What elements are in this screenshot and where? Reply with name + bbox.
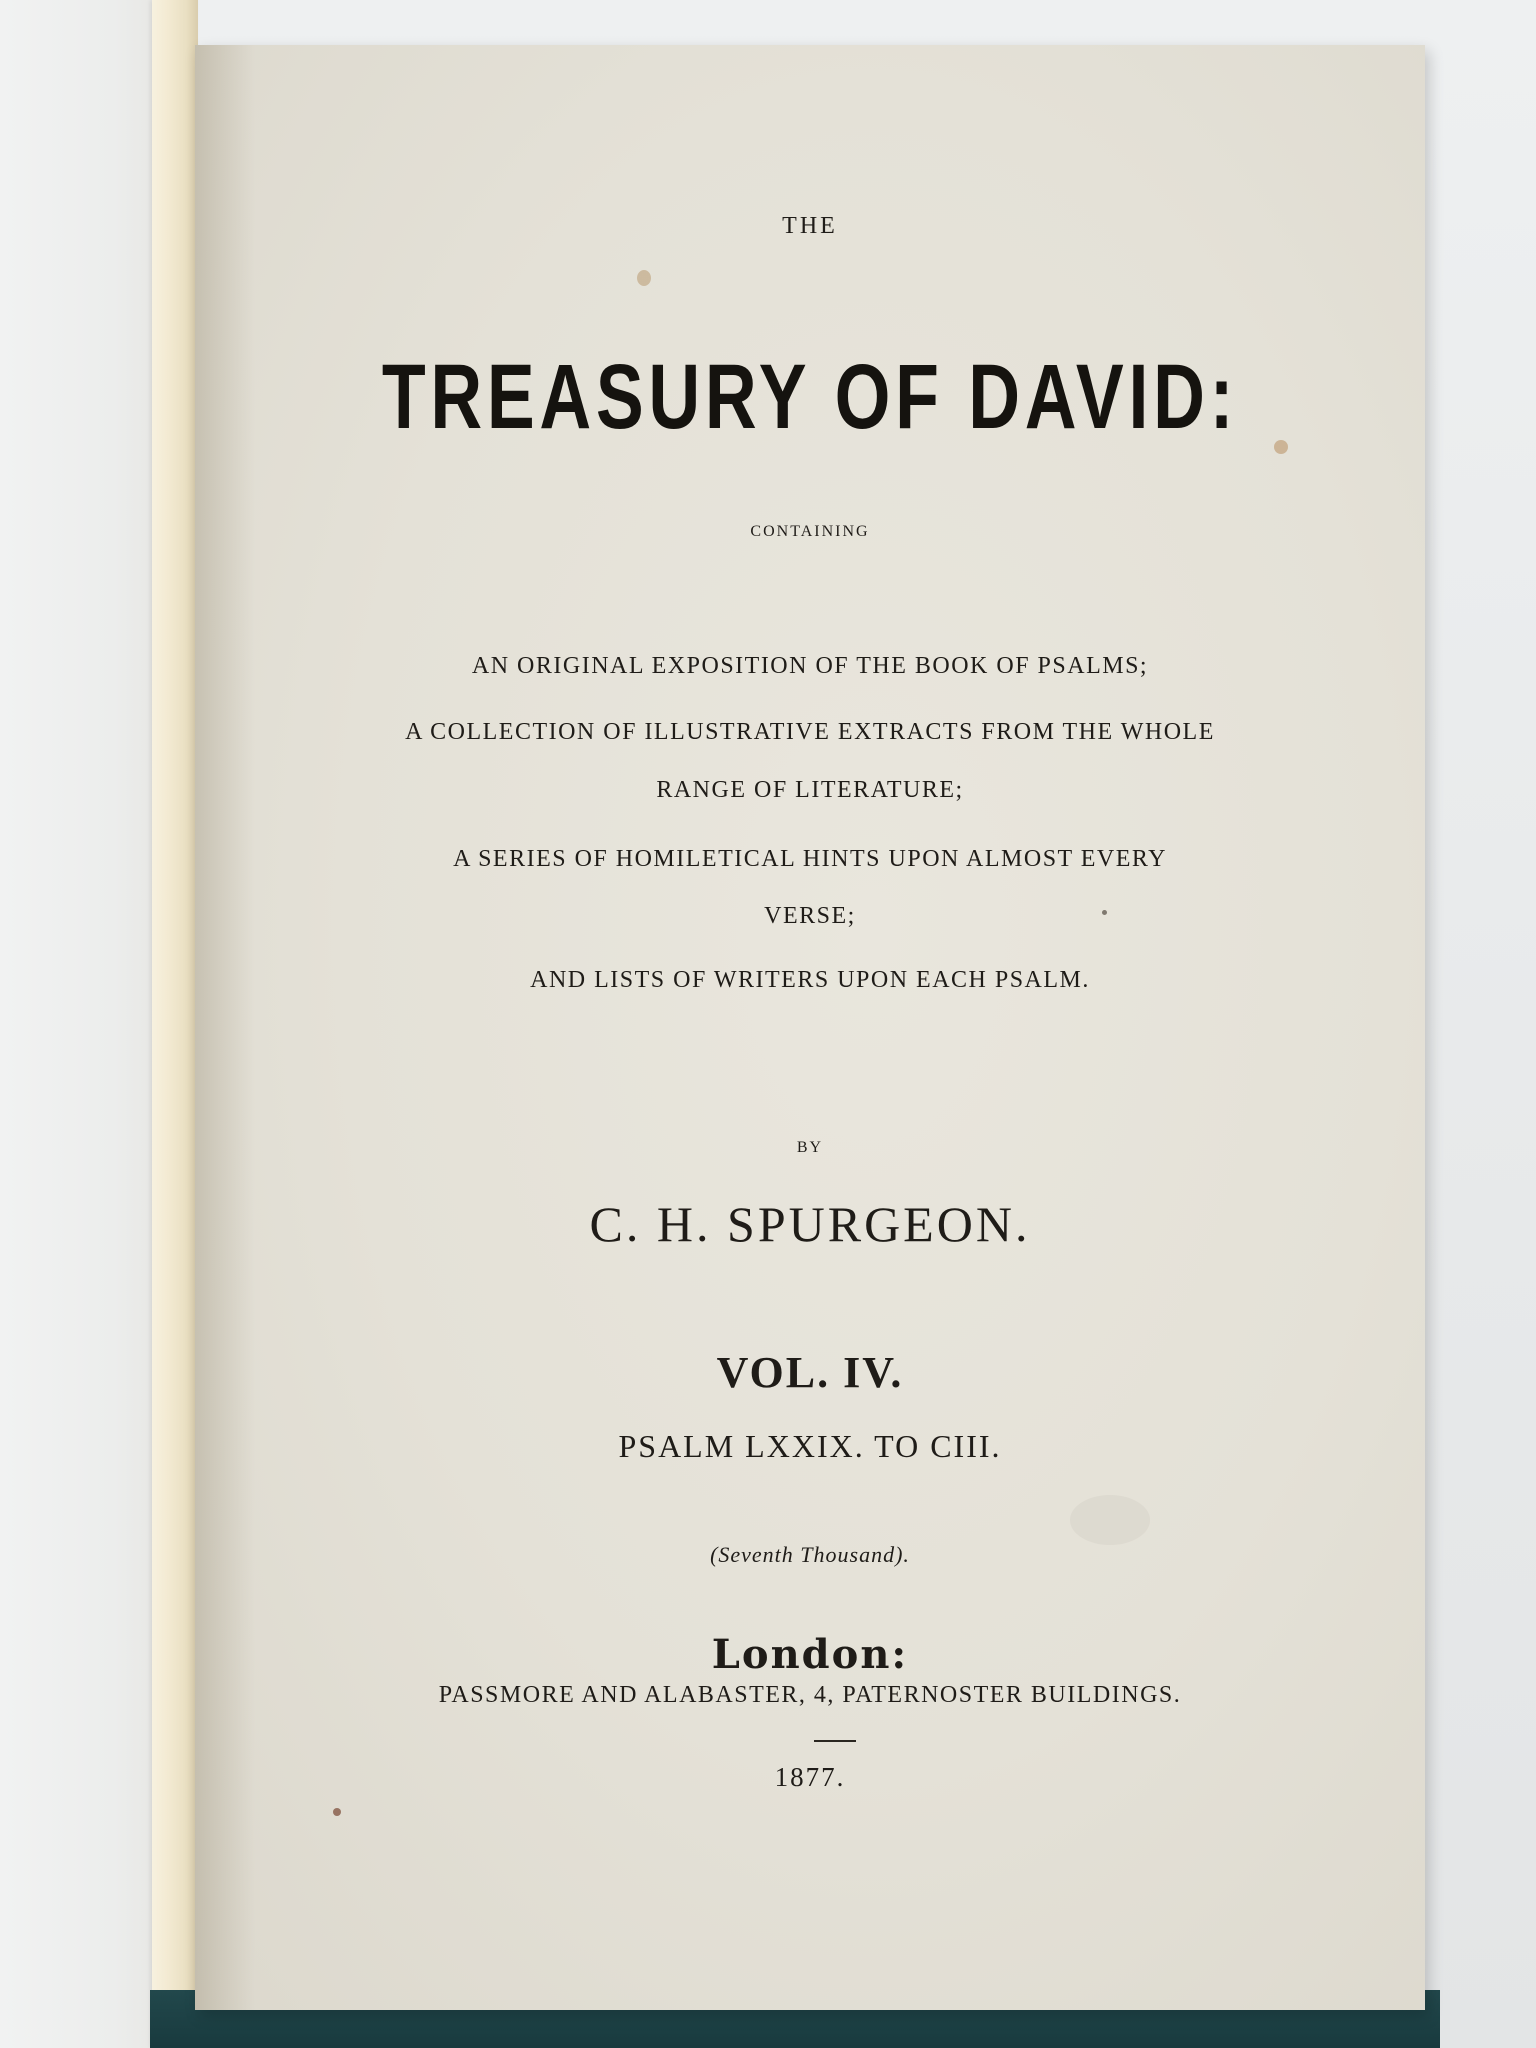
description-line: VERSE;: [764, 903, 856, 929]
book-title: TREASURY OF DAVID:: [381, 346, 1239, 448]
foxing-spot: [637, 270, 651, 286]
publisher-line: PASSMORE AND ALABASTER, 4, PATERNOSTER BUILDINGS.: [438, 1682, 1182, 1708]
psalm-range: PSALM LXXIX. TO CIII.: [618, 1428, 1002, 1464]
description-line: A SERIES OF HOMILETICAL HINTS UPON ALMOST EVERY: [453, 846, 1167, 872]
description-line: A COLLECTION OF ILLUSTRATIVE EXTRACTS FROM THE WHOLE: [405, 719, 1215, 745]
description-line: AND LISTS OF WRITERS UPON EACH PSALM.: [530, 967, 1090, 993]
paper-crease: [1070, 1495, 1150, 1545]
divider-rule: [814, 1740, 856, 1742]
containing-label: CONTAINING: [750, 523, 870, 540]
publication-year: 1877.: [774, 1762, 846, 1792]
by-label: BY: [796, 1139, 824, 1156]
title-page: [195, 45, 1425, 2010]
title-article: THE: [782, 213, 838, 239]
description-line: AN ORIGINAL EXPOSITION OF THE BOOK OF PSALMS;: [471, 653, 1149, 679]
author-name: C. H. SPURGEON.: [589, 1196, 1031, 1252]
description-line: RANGE OF LITERATURE;: [656, 777, 964, 803]
foxing-spot: [333, 1808, 341, 1816]
publication-city: London:: [711, 1631, 909, 1678]
volume-number: VOL. IV.: [716, 1348, 904, 1397]
edition-note: (Seventh Thousand).: [710, 1542, 910, 1567]
page-edges: [152, 0, 198, 2048]
